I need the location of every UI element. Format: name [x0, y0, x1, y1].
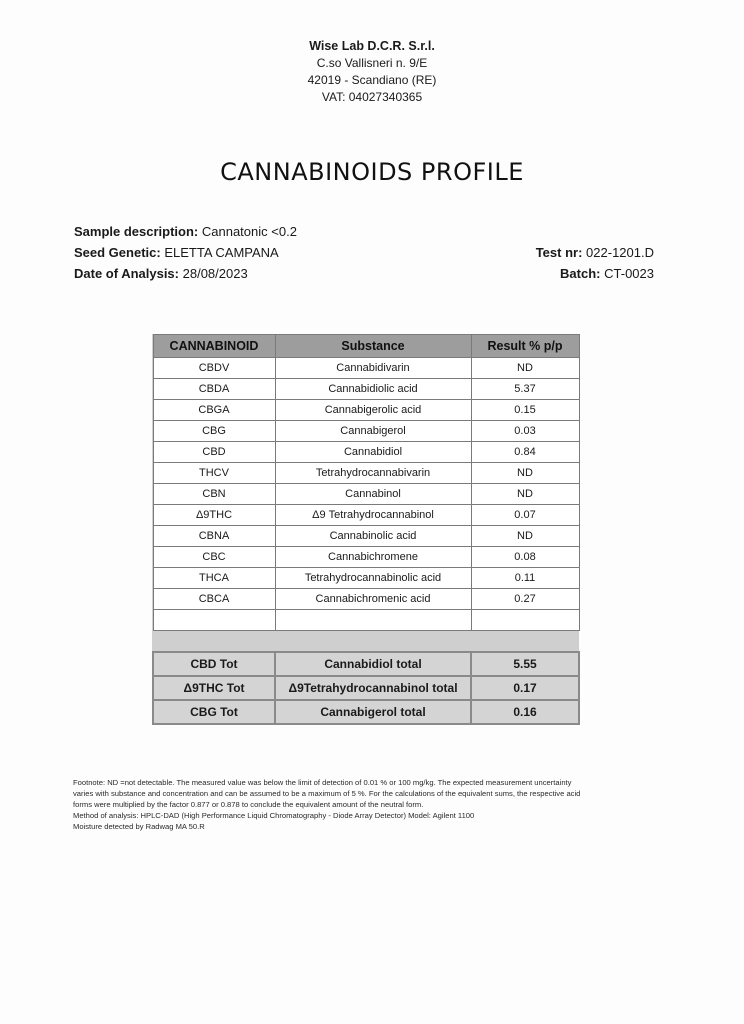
result-cell: ND — [471, 484, 579, 505]
total-row — [153, 652, 579, 676]
table-row — [153, 421, 579, 442]
footnote-line: Footnote: ND =not detectable. The measured value was below the limit of detection of 0.01 % or 100 mg/kg. The expected measurement uncertainty — [73, 778, 572, 787]
table-row — [153, 589, 579, 610]
table-row — [153, 547, 579, 568]
gap-row — [153, 631, 579, 653]
result-cell: 0.15 — [471, 400, 579, 421]
seed-genetic-value: ELETTA CAMPANA — [164, 245, 279, 260]
sample-info — [74, 221, 297, 284]
lab-address-line1: C.so Vallisneri n. 9/E — [316, 56, 428, 70]
substance-cell: Cannabidivarin — [275, 358, 471, 379]
table-row — [153, 400, 579, 421]
cannabinoid-cell: CBDV — [153, 358, 275, 379]
result-cell: ND — [471, 358, 579, 379]
substance-cell: Tetrahydrocannabinolic acid — [275, 568, 471, 589]
cannabinoid-cell: Δ9THC — [153, 505, 275, 526]
result-cell: 0.07 — [471, 505, 579, 526]
date-of-analysis-value: 28/08/2023 — [182, 266, 248, 281]
footnote — [73, 777, 653, 832]
test-number-value: 022-1201.D — [586, 245, 654, 260]
substance-cell: Cannabidiol total — [275, 652, 471, 676]
cannabinoid-cell: CBGA — [153, 400, 275, 421]
table-row — [153, 379, 579, 400]
substance-cell: Cannabinolic acid — [275, 526, 471, 547]
results-rows — [153, 358, 579, 610]
result-cell: ND — [471, 463, 579, 484]
result-cell: 5.37 — [471, 379, 579, 400]
result-cell: 0.16 — [471, 700, 579, 724]
table-header-row — [153, 335, 579, 358]
cannabinoid-cell: THCA — [153, 568, 275, 589]
spacer-rows — [153, 610, 579, 653]
empty-row — [153, 610, 579, 631]
sample-description-value: Cannatonic <0.2 — [201, 224, 297, 239]
seed-genetic — [74, 242, 297, 263]
lab-address-line2: 42019 - Scandiano (RE) — [307, 73, 437, 87]
gap-cell — [275, 631, 471, 653]
total-row — [153, 676, 579, 700]
table-row — [153, 526, 579, 547]
cannabinoid-cell: THCV — [153, 463, 275, 484]
result-cell: 0.27 — [471, 589, 579, 610]
cannabinoid-cell: CBNA — [153, 526, 275, 547]
date-of-analysis-label: Date of Analysis: — [74, 266, 179, 281]
substance-cell: Δ9Tetrahydrocannabinol total — [275, 676, 471, 700]
cannabinoid-cell: CBD — [153, 442, 275, 463]
gap-cell — [471, 631, 579, 653]
sample-description — [74, 221, 297, 242]
result-cell: 0.84 — [471, 442, 579, 463]
result-cell: ND — [471, 526, 579, 547]
table-row — [153, 463, 579, 484]
test-number-label: Test nr: — [535, 245, 583, 260]
substance-cell: Cannabigerolic acid — [275, 400, 471, 421]
table-row — [153, 484, 579, 505]
substance-cell: Cannabichromene — [275, 547, 471, 568]
cannabinoid-cell: Δ9THC Tot — [153, 676, 275, 700]
empty-cell — [471, 610, 579, 631]
results-table-container — [152, 334, 578, 719]
footnote-line: varies with substance and concentration and can be assumed to be a maximum of 5 %. For the calculations of the equivalent sums, the respective acid — [73, 789, 581, 798]
date-of-analysis — [74, 263, 297, 284]
results-table — [152, 334, 580, 725]
result-cell: 0.17 — [471, 676, 579, 700]
column-header-substance: Substance — [275, 335, 471, 358]
cannabinoid-cell: CBC — [153, 547, 275, 568]
test-number — [536, 242, 654, 263]
column-header-cannabinoid: CANNABINOID — [153, 335, 275, 358]
cannabinoid-cell: CBDA — [153, 379, 275, 400]
batch-label: Batch: — [560, 266, 601, 281]
substance-cell: Cannabidiolic acid — [275, 379, 471, 400]
column-header-result: Result % p/p — [471, 335, 579, 358]
footnote-line: forms were multiplied by the factor 0.877 or 0.878 to conclude the equivalent amount of the neutral form. — [73, 800, 424, 809]
lab-vat: VAT: 04027340365 — [321, 90, 423, 104]
result-cell: 0.08 — [471, 547, 579, 568]
result-cell: 0.03 — [471, 421, 579, 442]
cannabinoid-cell: CBD Tot — [153, 652, 275, 676]
substance-cell: Cannabichromenic acid — [275, 589, 471, 610]
substance-cell: Cannabidiol — [275, 442, 471, 463]
substance-cell: Δ9 Tetrahydrocannabinol — [275, 505, 471, 526]
table-row — [153, 505, 579, 526]
result-cell: 0.11 — [471, 568, 579, 589]
empty-cell — [275, 610, 471, 631]
lab-header — [0, 38, 744, 106]
batch-value: CT-0023 — [604, 266, 654, 281]
substance-cell: Cannabinol — [275, 484, 471, 505]
gap-cell — [153, 631, 275, 653]
substance-cell: Tetrahydrocannabivarin — [275, 463, 471, 484]
table-row — [153, 568, 579, 589]
document-title: CANNABINOIDS PROFILE — [220, 158, 524, 186]
table-row — [153, 442, 579, 463]
table-row — [153, 358, 579, 379]
total-row — [153, 700, 579, 724]
substance-cell: Cannabigerol — [275, 421, 471, 442]
batch — [536, 263, 654, 284]
cannabinoid-cell: CBN — [153, 484, 275, 505]
test-info — [536, 242, 654, 284]
empty-cell — [153, 610, 275, 631]
cannabinoid-cell: CBG — [153, 421, 275, 442]
footnote-line: Method of analysis: HPLC-DAD (High Performance Liquid Chromatography - Diode Array Detector) Model: Agilent 1100 — [73, 811, 475, 820]
result-cell: 5.55 — [471, 652, 579, 676]
seed-genetic-label: Seed Genetic: — [74, 245, 161, 260]
sample-description-label: Sample description: — [74, 224, 199, 239]
cannabinoid-cell: CBG Tot — [153, 700, 275, 724]
lab-name: Wise Lab D.C.R. S.r.l. — [309, 39, 435, 53]
cannabinoid-cell: CBCA — [153, 589, 275, 610]
footnote-line: Moisture detected by Radwag MA 50.R — [73, 822, 205, 831]
totals-rows — [153, 652, 579, 724]
substance-cell: Cannabigerol total — [275, 700, 471, 724]
